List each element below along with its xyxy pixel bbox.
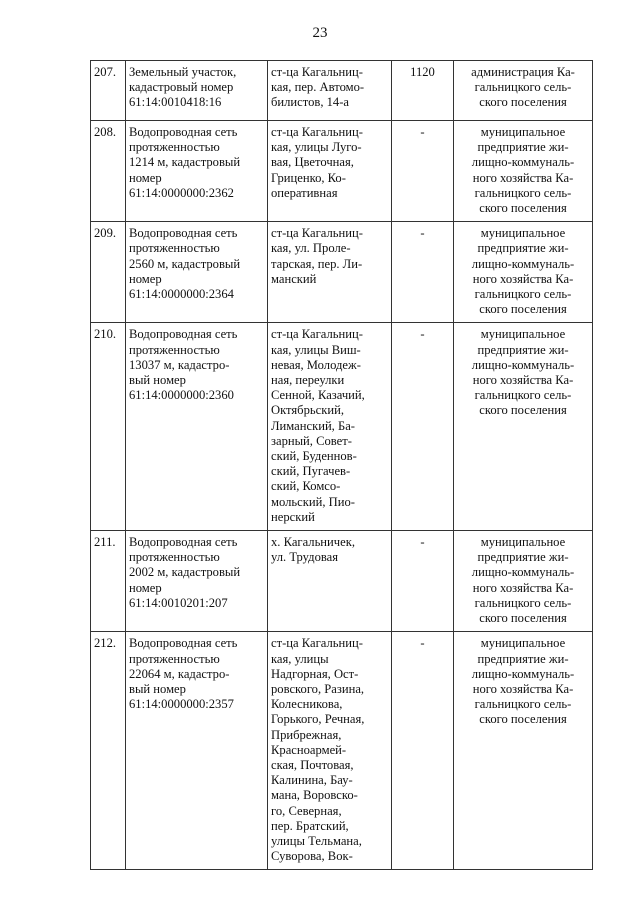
row-number: 209. — [91, 222, 126, 323]
object-address: ст-ца Кагальниц- кая, ул. Проле- тарская, пер. Ли- манский — [268, 222, 392, 323]
object-name: Водопроводная сеть протяженностью 2560 м, кадастровый номер 61:14:0000000:2364 — [126, 222, 268, 323]
table-row — [91, 121, 593, 222]
object-area: - — [392, 531, 454, 632]
page-number: 23 — [312, 25, 328, 41]
object-holder: муниципальное предприятие жи- лищно-коммуналь- ного хозяйства Ка- гальницкого сель- ского поселения — [454, 531, 593, 632]
object-holder: муниципальное предприятие жи- лищно-коммуналь- ного хозяйства Ка- гальницкого сель- ского поселения — [454, 323, 593, 531]
object-holder: муниципальное предприятие жи- лищно-коммуналь- ного хозяйства Ка- гальницкого сель- ского поселения — [454, 121, 593, 222]
object-address: ст-ца Кагальниц- кая, улицы Луго- вая, Цветочная, Гриценко, Ко- оперативная — [268, 121, 392, 222]
object-name: Земельный участок, кадастровый номер 61:14:0010418:16 — [126, 61, 268, 121]
row-number: 207. — [91, 61, 126, 121]
object-area: - — [392, 121, 454, 222]
object-holder: администрация Ка- гальницкого сель- ского поселения — [454, 61, 593, 121]
table-row — [91, 632, 593, 870]
object-area: - — [392, 323, 454, 531]
object-area: - — [392, 632, 454, 870]
row-number: 210. — [91, 323, 126, 531]
object-area: - — [392, 222, 454, 323]
row-number: 212. — [91, 632, 126, 870]
object-name: Водопроводная сеть протяженностью 22064 м, кадастро- вый номер 61:14:0000000:2357 — [126, 632, 268, 870]
object-name: Водопроводная сеть протяженностью 2002 м, кадастровый номер 61:14:0010201:207 — [126, 531, 268, 632]
object-area: 1120 — [392, 61, 454, 121]
object-address: х. Кагальничек, ул. Трудовая — [268, 531, 392, 632]
object-address: ст-ца Кагальниц- кая, улицы Надгорная, Ост- ровского, Разина, Колесникова, Горького, Речная, Прибрежная, Красноармей- ская, Почтовая, Калинина, Бау- мана, Воровско- го, Северная, пер. Братский, улицы Тельмана, Суворова, Вок- — [268, 632, 392, 870]
property-registry-table — [90, 60, 593, 870]
object-holder: муниципальное предприятие жи- лищно-коммуналь- ного хозяйства Ка- гальницкого сель- ского поселения — [454, 222, 593, 323]
row-number: 208. — [91, 121, 126, 222]
table-row — [91, 222, 593, 323]
object-address: ст-ца Кагальниц- кая, улицы Виш- невая, Молодеж- ная, переулки Сенной, Казачий, Октябрьский, Лиманский, Ба- зарный, Совет- ский, Буденнов- ский, Пугачев- ский, Комсо- мольский, Пио- нерский — [268, 323, 392, 531]
object-name: Водопроводная сеть протяженностью 1214 м, кадастровый номер 61:14:0000000:2362 — [126, 121, 268, 222]
object-holder: муниципальное предприятие жи- лищно-коммуналь- ного хозяйства Ка- гальницкого сель- ского поселения — [454, 632, 593, 870]
row-number: 211. — [91, 531, 126, 632]
table-row — [91, 531, 593, 632]
object-name: Водопроводная сеть протяженностью 13037 м, кадастро- вый номер 61:14:0000000:2360 — [126, 323, 268, 531]
table-row — [91, 61, 593, 121]
table-row — [91, 323, 593, 531]
object-address: ст-ца Кагальниц- кая, пер. Автомо- билистов, 14-а — [268, 61, 392, 121]
